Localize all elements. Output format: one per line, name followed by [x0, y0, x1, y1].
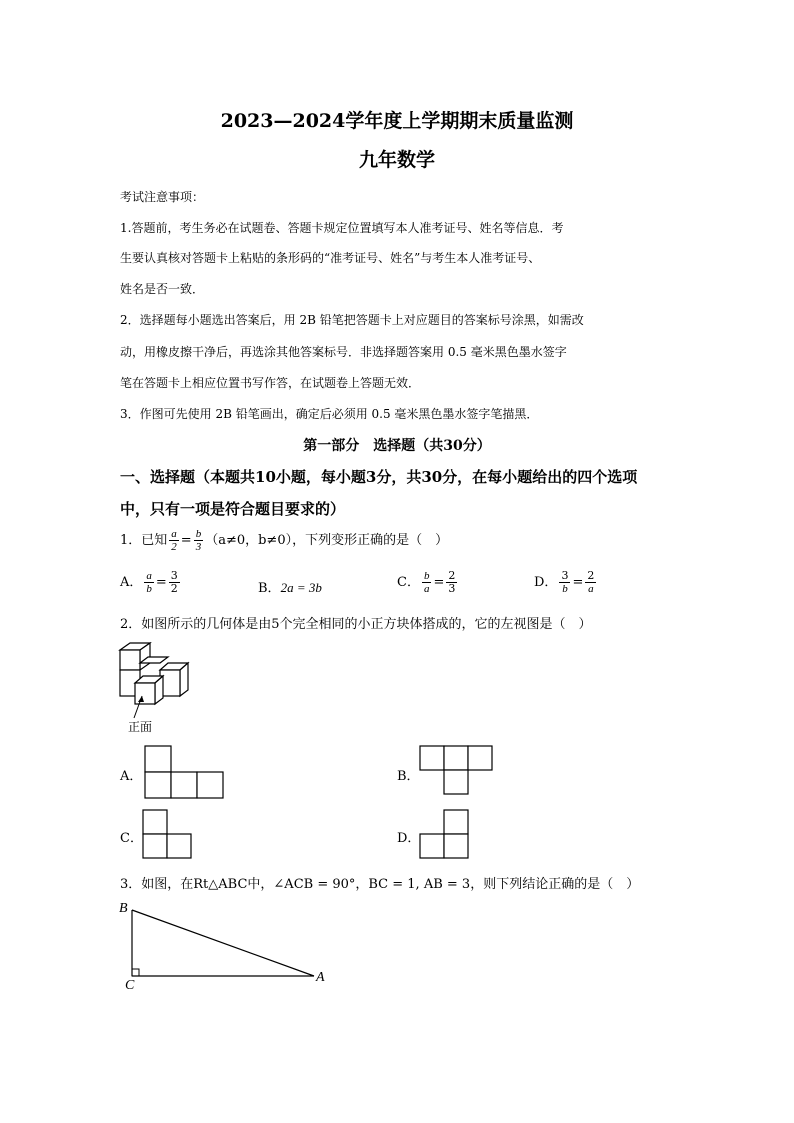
notice-line: 笔在答题卡上相应位置书写作答，在试题卷上答题无效． — [120, 376, 421, 390]
notice-line: 1.答题前，考生务必在试题卷、答题卡规定位置填写本人准考证号、姓名等信息．考 — [120, 221, 564, 235]
q1-option-d: D． $\frac{3}{b}$ = $\frac{2}{a}$ — [534, 569, 595, 595]
notice-line: 2．选择题每小题选出答案后，用 2B 铅笔把答题卡上对应题目的答案标号涂黑，如需改 — [120, 313, 584, 327]
q2-option-c-label: C． — [120, 831, 143, 846]
exam-title: 2023—2024学年度上学期期末质量监测 — [220, 110, 574, 132]
q3-triangle-figure — [118, 900, 338, 996]
exam-subtitle: 九年数学 — [358, 149, 435, 171]
section-instructions-line2: 中，只有一项是符合题目要求的） — [120, 500, 346, 518]
vertex-a-label: A — [316, 970, 325, 985]
vertex-b-label: B — [119, 901, 128, 916]
notice-heading: 考试注意事项： — [120, 190, 205, 204]
q1-option-c: C． $\frac{b}{a}$ = $\frac{2}{3}$ — [397, 569, 456, 595]
q2-option-d-figure — [420, 810, 472, 860]
q2-option-a-label: A． — [120, 769, 143, 784]
q1-condition: （a≠0，b≠0），下列变形正确的是（ ） — [205, 533, 449, 548]
q2-option-b-figure — [420, 746, 500, 800]
notice-line: 3．作图可先使用 2B 铅笔画出，确定后必须用 0.5 毫米黑色墨水签字笔描黑． — [120, 407, 539, 421]
q1-fraction-b3: $\frac{b}{3}$ — [195, 528, 202, 553]
q1-prefix: 1．已知 — [120, 533, 168, 548]
q2-option-c-figure — [143, 810, 195, 860]
q2-solid-figure — [110, 640, 210, 735]
q1-fraction-a2: $\frac{a}{2}$ — [171, 528, 177, 553]
q2-option-d-label: D． — [397, 831, 421, 846]
q2-option-b-label: B． — [397, 769, 420, 784]
notice-line: 生要认真核对答题卡上粘贴的条形码的“准考证号、姓名”与考生本人准考证号、 — [120, 251, 541, 265]
part1-heading: 第一部分 选择题（共30分） — [303, 438, 491, 454]
question-3: 3．如图，在Rt△ABC中，∠ACB = 90°，BC = 1, AB = 3，则下列结论正确的是（ ） — [120, 877, 640, 892]
q1-option-b: B．2a = 3b — [258, 580, 322, 596]
q1-option-a: A． $\frac{a}{b}$ = $\frac{3}{2}$ — [120, 569, 178, 595]
section-instructions-line1: 一、选择题（本题共10小题，每小题3分，共30分，在每小题给出的四个选项 — [120, 468, 638, 486]
notice-line: 动，用橡皮擦干净后，再选涂其他答案标号．非选择题答案用 0.5 毫米黑色墨水签字 — [120, 345, 567, 359]
notice-line: 姓名是否一致． — [120, 282, 205, 296]
front-view-label: 正面 — [128, 720, 153, 734]
vertex-c-label: C — [125, 978, 135, 993]
question-2: 2．如图所示的几何体是由5个完全相同的小正方块体搭成的，它的左视图是（ ） — [120, 617, 592, 632]
q2-option-a-figure — [145, 746, 225, 800]
question-1: 1．已知 $\frac{a}{2}$ = $\frac{b}{3}$ （a≠0，b≠0），下列变形正确的是（ ） — [120, 528, 449, 553]
